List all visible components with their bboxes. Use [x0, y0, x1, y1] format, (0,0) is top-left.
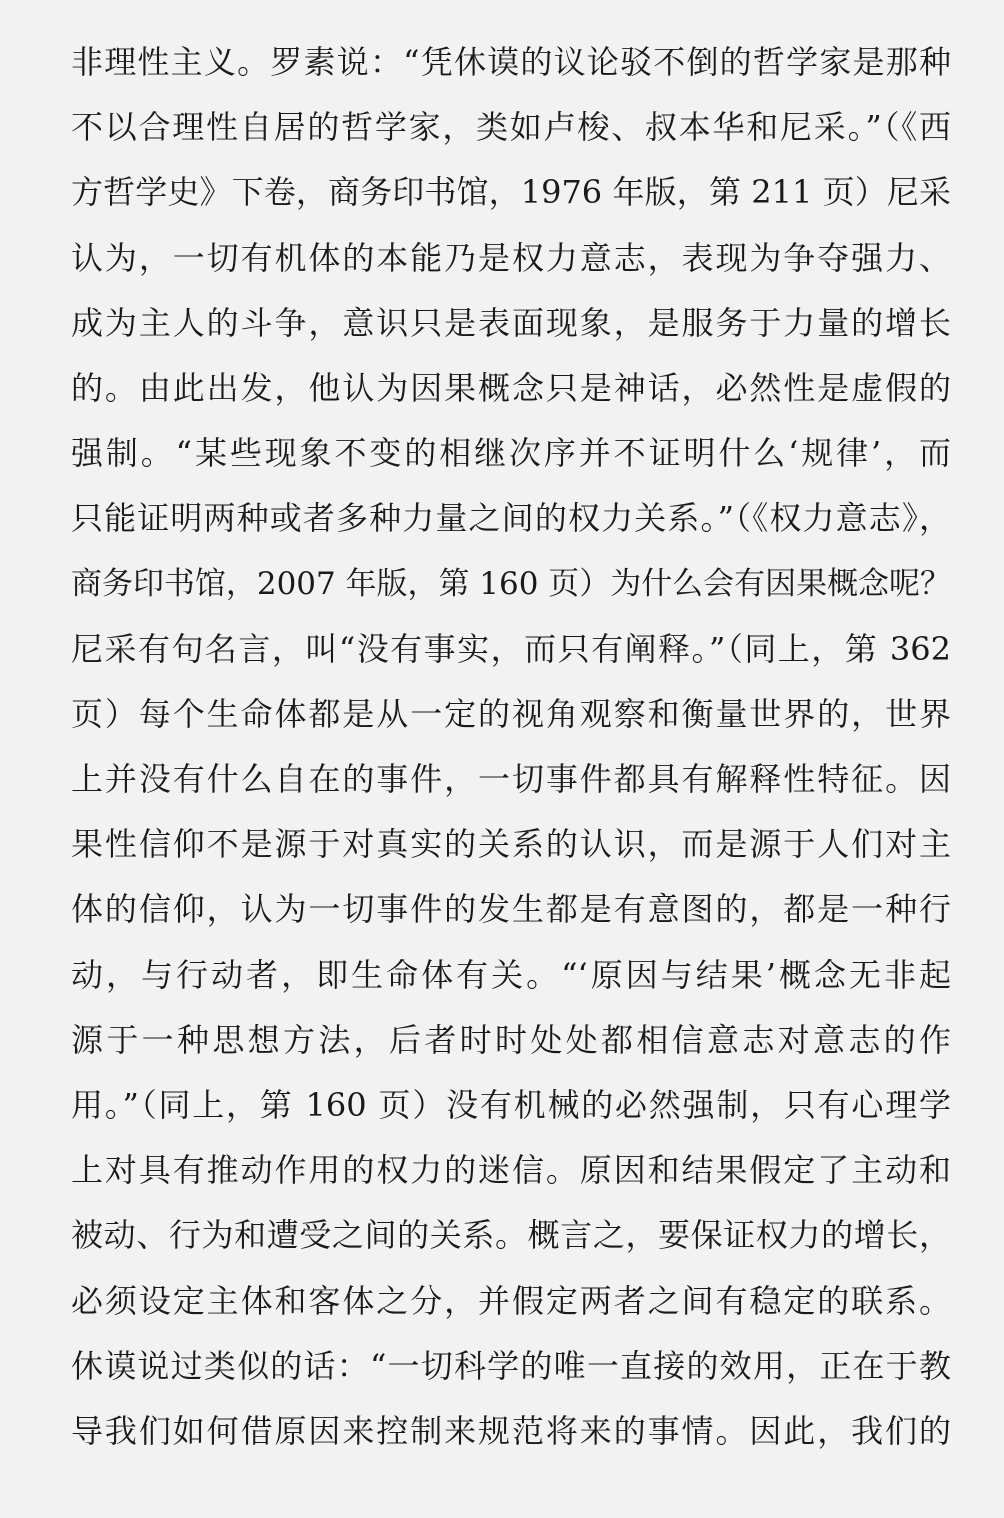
text-line: 不以合理性自居的哲学家，类如卢梭、叔本华和尼采。”（《西 [71, 108, 951, 147]
text-line: 上对具有推动作用的权力的迷信。原因和结果假定了主动和 [71, 1151, 951, 1190]
text-line: 方哲学史》下卷，商务印书馆，1976 年版，第 211 页）尼采 [71, 173, 951, 212]
text-line: 只能证明两种或者多种力量之间的权力关系。”（《权力意志》， [71, 499, 951, 538]
text-line: 导我们如何借原因来控制来规范将来的事情。因此，我们的 [71, 1411, 951, 1450]
body-text [71, 30, 951, 1464]
text-line: 体的信仰，认为一切事件的发生都是有意图的，都是一种行 [71, 890, 951, 929]
text-line: 上并没有什么自在的事件，一切事件都具有解释性特征。因 [71, 760, 951, 799]
text-line: 尼采有句名言，叫“没有事实，而只有阐释。”（同上，第 362 [71, 629, 951, 668]
text-line: 休谟说过类似的话：“一切科学的唯一直接的效用，正在于教 [71, 1346, 951, 1385]
text-line: 必须设定主体和客体之分，并假定两者之间有稳定的联系。 [71, 1281, 951, 1320]
text-line: 成为主人的斗争，意识只是表面现象，是服务于力量的增长 [71, 303, 951, 342]
text-line: 被动、行为和遭受之间的关系。概言之，要保证权力的增长， [71, 1216, 951, 1255]
text-line: 强制。“某些现象不变的相继次序并不证明什么‘规律’，而 [71, 434, 951, 473]
text-line: 果性信仰不是源于对真实的关系的认识，而是源于人们对主 [71, 825, 951, 864]
text-line: 的。由此出发，他认为因果概念只是神话，必然性是虚假的 [71, 368, 951, 407]
text-line: 认为，一切有机体的本能乃是权力意志，表现为争夺强力、 [71, 238, 951, 277]
text-line: 动，与行动者，即生命体有关。“‘原因与结果’概念无非起 [71, 955, 951, 994]
text-line: 页）每个生命体都是从一定的视角观察和衡量世界的，世界 [71, 694, 951, 733]
text-line: 商务印书馆，2007 年版，第 160 页）为什么会有因果概念呢？ [71, 565, 951, 602]
text-line: 源于一种思想方法，后者时时处处都相信意志对意志的作 [71, 1020, 951, 1059]
text-line: 用。”（同上，第 160 页）没有机械的必然强制，只有心理学 [71, 1086, 951, 1124]
text-line: 非理性主义。罗素说：“凭休谟的议论驳不倒的哲学家是那种 [71, 43, 951, 81]
